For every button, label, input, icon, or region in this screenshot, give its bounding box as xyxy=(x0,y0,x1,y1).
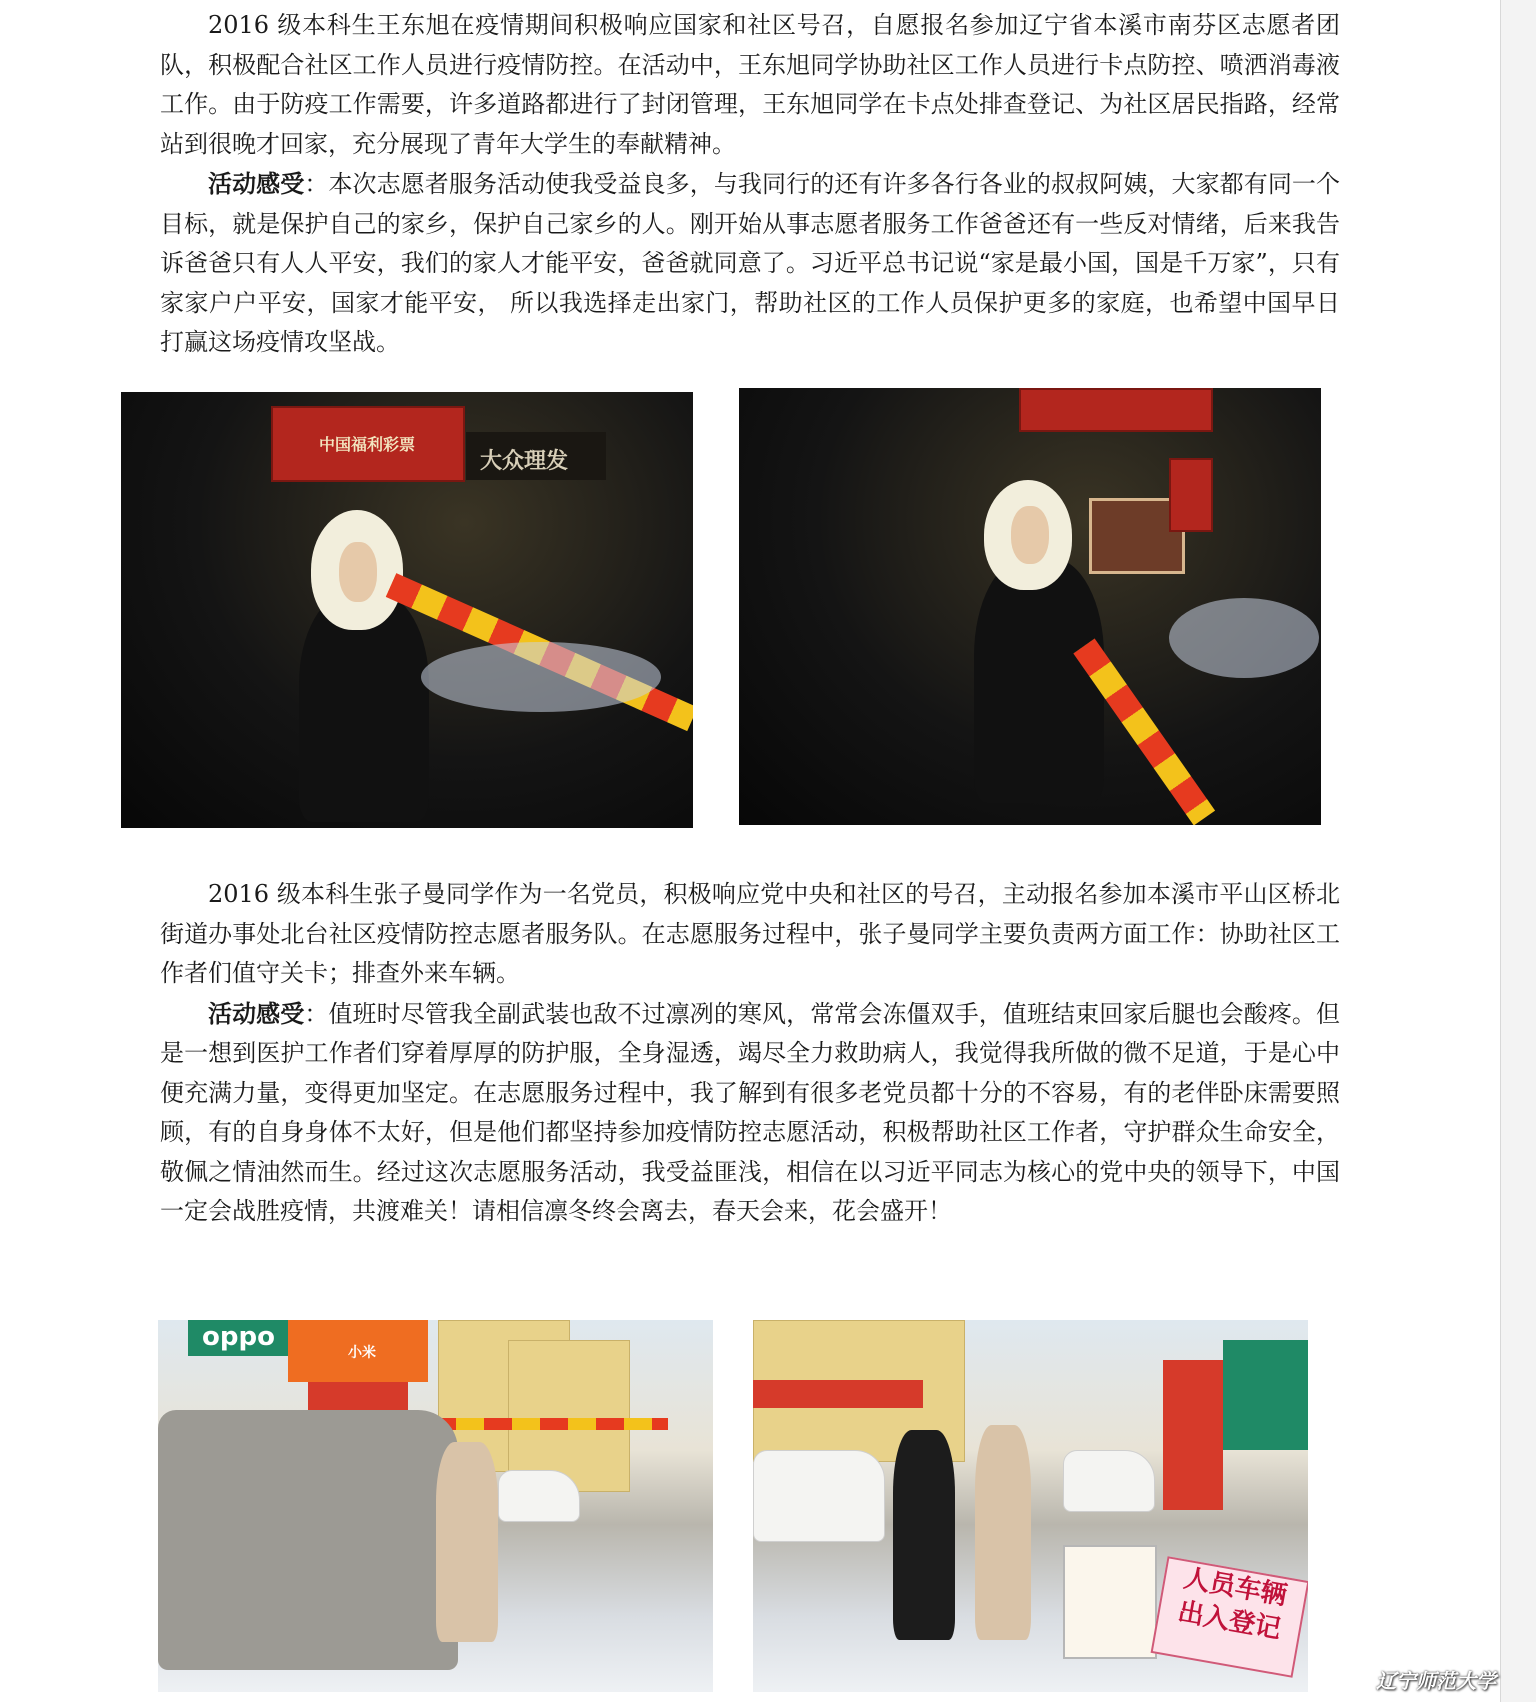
red-banner xyxy=(753,1380,923,1408)
oppo-store-sign xyxy=(188,1320,288,1356)
reflection-text: 本次志愿者服务活动使我受益良多，与我同行的还有许多各行各业的叔叔阿姨，大家都有同一个目标，就是保护自己的家乡，保护自己家乡的人。刚开始从事志愿者服务工作爸爸还有一些反对情绪，后来我告诉爸爸只有人人平安，我们的家人才能平安，爸爸就同意了。习近平总书记说“家是最小国，国是千万家”，只有家家户户平安，国家才能平安， 所以我选择走出家门，帮助社区的工作人员保护更多的家庭，也希望中国早日打赢这场疫情攻坚战。 xyxy=(160,170,1341,356)
car-white xyxy=(753,1450,885,1542)
volunteer xyxy=(436,1442,498,1642)
shop-sign xyxy=(1223,1340,1308,1450)
page-gutter xyxy=(1500,0,1536,1702)
paragraph-reflection xyxy=(160,164,1340,363)
warning-tape xyxy=(428,1418,668,1430)
photo-volunteer-night-1 xyxy=(121,392,693,828)
paragraph: 2016 级本科生王东旭在疫情期间积极响应国家和社区号召，自愿报名参加辽宁省本溪市南芬区志愿者团队，积极配合社区工作人员进行疫情防控。在活动中，王东旭同学协助社区工作人员进行卡点防控、喷洒消毒液工作。由于防疫工作需要，许多道路都进行了封闭管理，王东旭同学在卡点处排查登记、为社区居民指路，经常站到很晚才回家，充分展现了青年大学生的奉献精神。 xyxy=(160,11,1340,158)
photo-volunteer-night-2 xyxy=(739,388,1321,825)
photo-registration-point xyxy=(753,1320,1308,1692)
shop-sign xyxy=(1019,388,1213,432)
mi-store-sign xyxy=(288,1320,428,1382)
oppo-store-sign-text: oppo xyxy=(202,1322,275,1352)
resident xyxy=(893,1430,955,1640)
text-section-1 xyxy=(160,6,1340,363)
registration-sign xyxy=(1151,1556,1308,1678)
label-colon: ： xyxy=(304,170,329,198)
registration-sign-line1: 人员车辆 xyxy=(1181,1563,1290,1612)
mi-store-sign-text: 小米 xyxy=(348,1345,376,1361)
volunteer xyxy=(975,1425,1031,1640)
reflection-label: 活动感受 xyxy=(208,169,305,198)
snow-pile xyxy=(421,642,661,712)
reflection-label: 活动感受 xyxy=(208,998,305,1028)
barber-sign xyxy=(466,432,606,480)
face xyxy=(339,542,377,602)
text-section-2 xyxy=(160,875,1340,1232)
label-colon: ： xyxy=(304,999,329,1028)
snow-pile xyxy=(1169,598,1319,678)
shop-sign xyxy=(1163,1360,1223,1510)
person-coat xyxy=(974,558,1104,803)
car-grey-suv xyxy=(158,1410,458,1670)
couplet-sign xyxy=(1169,458,1213,532)
notice-board xyxy=(1063,1545,1157,1659)
registration-sign-line2: 出入登记 xyxy=(1175,1597,1284,1645)
university-watermark: 辽宁师范大学 xyxy=(1376,1669,1496,1693)
car-white xyxy=(498,1470,580,1522)
lottery-shop-sign-text: 中国福利彩票 xyxy=(319,435,416,454)
photo-vehicle-check xyxy=(158,1320,713,1692)
paragraph-reflection xyxy=(160,994,1340,1232)
barber-sign-text: 大众理发 xyxy=(480,449,569,474)
paragraph: 2016 级本科生张子曼同学作为一名党员，积极响应党中央和社区的号召，主动报名参加本溪市平山区桥北街道办事处北台社区疫情防控志愿者服务队。在志愿服务过程中，张子曼同学主要负责两方面工作：协助社区工作者们值守关卡；排查外来车辆。 xyxy=(160,880,1340,987)
reflection-text: 值班时尽管我全副武装也敌不过凛冽的寒风，常常会冻僵双手，值班结束回家后腿也会酸疼。但是一想到医护工作者们穿着厚厚的防护服，全身湿透，竭尽全力救助病人，我觉得我所做的微不足道，于是心中便充满力量，变得更加坚定。在志愿服务过程中，我了解到有很多老党员都十分的不容易，有的老伴卧床需要照顾，有的自身身体不太好，但是他们都坚持参加疫情防控志愿活动，积极帮助社区工作者，守护群众生命安全，敬佩之情油然而生。经过这次志愿服务活动，我受益匪浅，相信在以习近平同志为核心的党中央的领导下，中国一定会战胜疫情，共渡难关！请相信凛冬终会离去，春天会来，花会盛开！ xyxy=(160,999,1341,1225)
face xyxy=(1011,506,1049,564)
car-white xyxy=(1063,1450,1155,1512)
lottery-shop-sign xyxy=(271,406,465,482)
